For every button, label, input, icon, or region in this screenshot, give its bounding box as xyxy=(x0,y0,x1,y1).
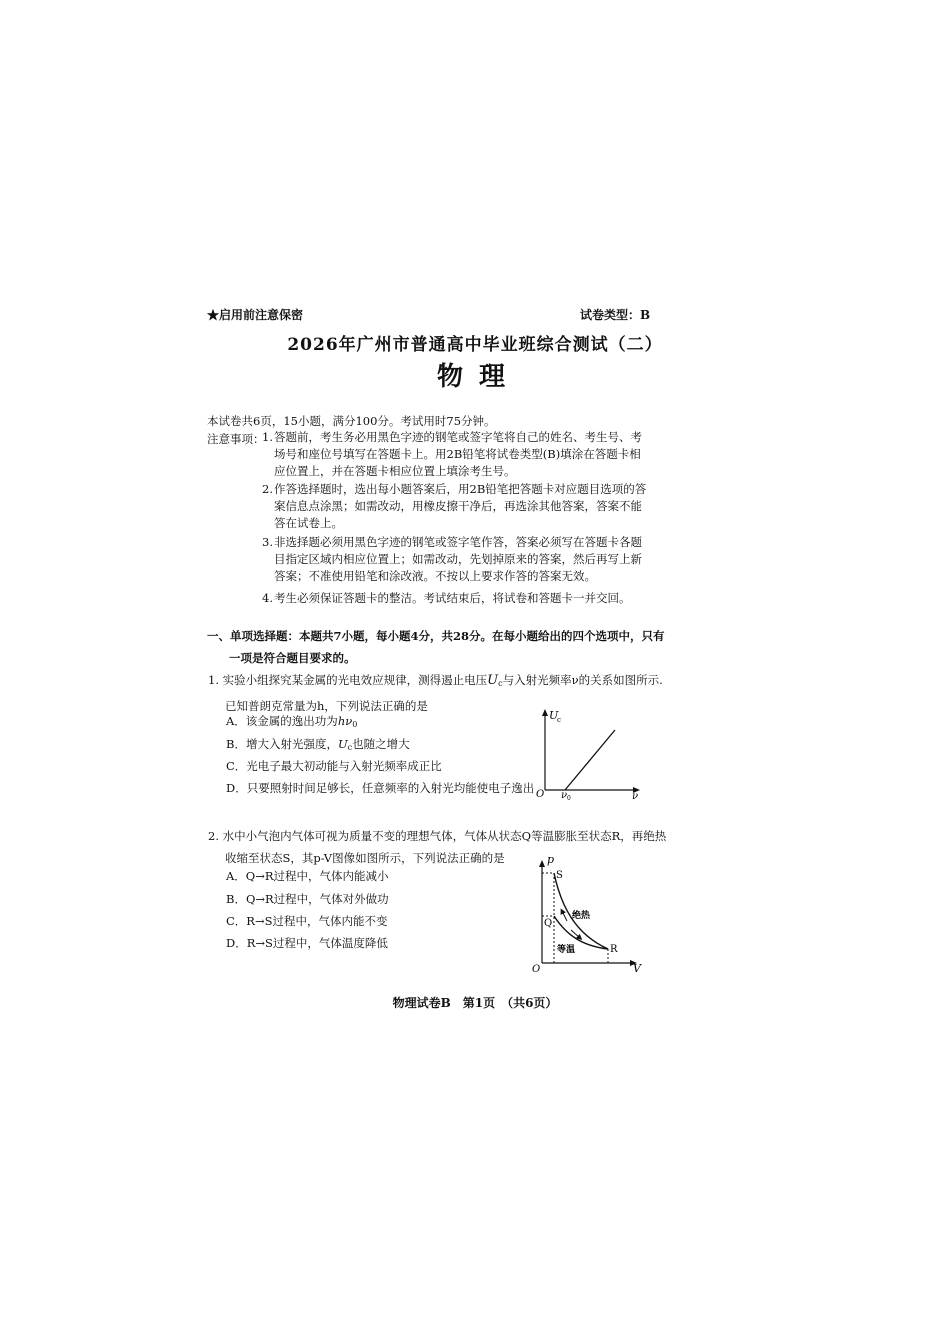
notice-item xyxy=(262,481,647,532)
confidential-label: ★启用前注意保密 xyxy=(207,308,304,322)
exam-title: 2026年广州市普通高中毕业班综合测试（二） xyxy=(287,335,663,355)
q1-graph xyxy=(525,704,650,800)
notice-item-number: 2. xyxy=(262,482,273,496)
notice-label: 注意事项： xyxy=(207,432,265,446)
section-heading-line: 一项是符合题目要求的。 xyxy=(229,651,356,665)
p-axis-arrow xyxy=(539,860,545,867)
page-footer: 物理试卷B 第1页 （共6页） xyxy=(392,996,558,1010)
state-s-label: S xyxy=(556,870,563,881)
question-stem-text: 水中小气泡内气体可视为质量不变的理想气体，气体从状态Q等温膨胀至状态R，再绝热 xyxy=(222,829,667,843)
notice-item-number: 1. xyxy=(262,430,273,444)
v-axis-label: V xyxy=(633,962,641,975)
option-formula: hν xyxy=(337,714,353,728)
notice-item xyxy=(262,590,647,607)
adiabatic-label: 绝热 xyxy=(572,911,591,921)
adiabatic-arrow xyxy=(562,911,567,921)
notice-item-text: 答题前，考生务必用黑色字迹的钢笔或签字笔将自己的姓名、考生号、考场号和座位号填写在答题卡上。用2B铅笔将试卷类型(B)填涂在答题卡相应位置上，并在答题卡相应位置上填涂考生号。 xyxy=(274,430,642,478)
question-stem-text: 收缩至状态S，其p-V图像如图所示，下列说法正确的是 xyxy=(225,851,505,865)
subject-title: 物理 xyxy=(436,362,521,392)
option-a[interactable] xyxy=(226,713,357,729)
nu0-subscript: 0 xyxy=(567,795,571,800)
paper-type-label: 试卷类型：B xyxy=(580,308,651,322)
uc-subscript: c xyxy=(498,679,503,688)
option-c[interactable]: C．光电子最大初动能与入射光频率成正比 xyxy=(226,759,442,773)
option-subscript: c xyxy=(347,743,353,752)
notice-item-text: 非选择题必须用黑色字迹的钢笔或签字笔作答，答案必须写在答题卡各题目指定区域内相应位置上；如需改动，先划掉原来的答案，然后再写上新答案；不准使用铅笔和涂改液。不按以上要求作答的答案无效。 xyxy=(274,535,642,583)
question-number: 2. xyxy=(208,829,219,843)
nu0-label: ν xyxy=(561,790,568,800)
question-number: 1. xyxy=(208,673,219,687)
question-stem-text: 与入射光频率ν的关系如图所示. xyxy=(502,673,663,687)
option-c[interactable]: C．R→S过程中，气体内能不变 xyxy=(226,914,388,928)
p-axis-label: p xyxy=(547,854,555,866)
notice-item-number: 4. xyxy=(262,591,273,605)
y-axis-label: U xyxy=(549,709,559,722)
origin-label: O xyxy=(532,964,541,975)
isothermal-label: 等温 xyxy=(557,945,576,955)
notice-item xyxy=(262,534,647,585)
q2-pv-graph xyxy=(527,854,647,976)
option-text: 也随之增大 xyxy=(352,737,410,751)
section-heading xyxy=(207,625,665,669)
state-q-label: Q xyxy=(544,918,553,929)
notice-item-number: 3. xyxy=(262,535,273,549)
uc-line xyxy=(565,730,615,790)
option-text: B．增大入射光强度， xyxy=(226,737,338,751)
question-stem-text: 实验小组探究某金属的光电效应规律，测得遏止电压 xyxy=(222,673,488,687)
x-axis-label: ν xyxy=(632,791,639,800)
option-formula: U xyxy=(337,737,348,751)
option-b[interactable] xyxy=(226,736,410,752)
option-subscript: 0 xyxy=(352,720,358,729)
option-d[interactable]: D．只要照射时间足够长，任意频率的入射光均能使电子逸出 xyxy=(226,781,535,795)
uc-symbol: U xyxy=(487,673,499,688)
question-stem-text: 已知普朗克常量为h，下列说法正确的是 xyxy=(225,699,428,713)
option-d[interactable]: D．R→S过程中，气体温度降低 xyxy=(226,936,388,950)
exam-intro: 本试卷共6页，15小题，满分100分。考试用时75分钟。 xyxy=(207,414,496,428)
notice-item xyxy=(262,429,647,480)
y-axis-subscript: c xyxy=(557,716,561,724)
state-r-label: R xyxy=(610,944,618,955)
origin-label: O xyxy=(536,789,545,800)
notice-item-text: 考生必须保证答题卡的整洁。考试结束后，将试卷和答题卡一并交回。 xyxy=(274,591,631,605)
option-text: A．该金属的逸出功为 xyxy=(226,714,338,728)
section-heading-line: 一、单项选择题：本题共7小题，每小题4分，共28分。在每小题给出的四个选项中，只有 xyxy=(207,629,665,643)
option-a[interactable]: A．Q→R过程中，气体内能减小 xyxy=(226,869,389,883)
notice-item-text: 作答选择题时，选出每小题答案后，用2B铅笔把答题卡对应题目选项的答案信息点涂黑；如需改动，用橡皮擦干净后，再选涂其他答案，答案不能答在试卷上。 xyxy=(274,482,647,530)
option-b[interactable]: B．Q→R过程中，气体对外做功 xyxy=(226,892,389,906)
y-axis-arrow xyxy=(542,709,548,716)
